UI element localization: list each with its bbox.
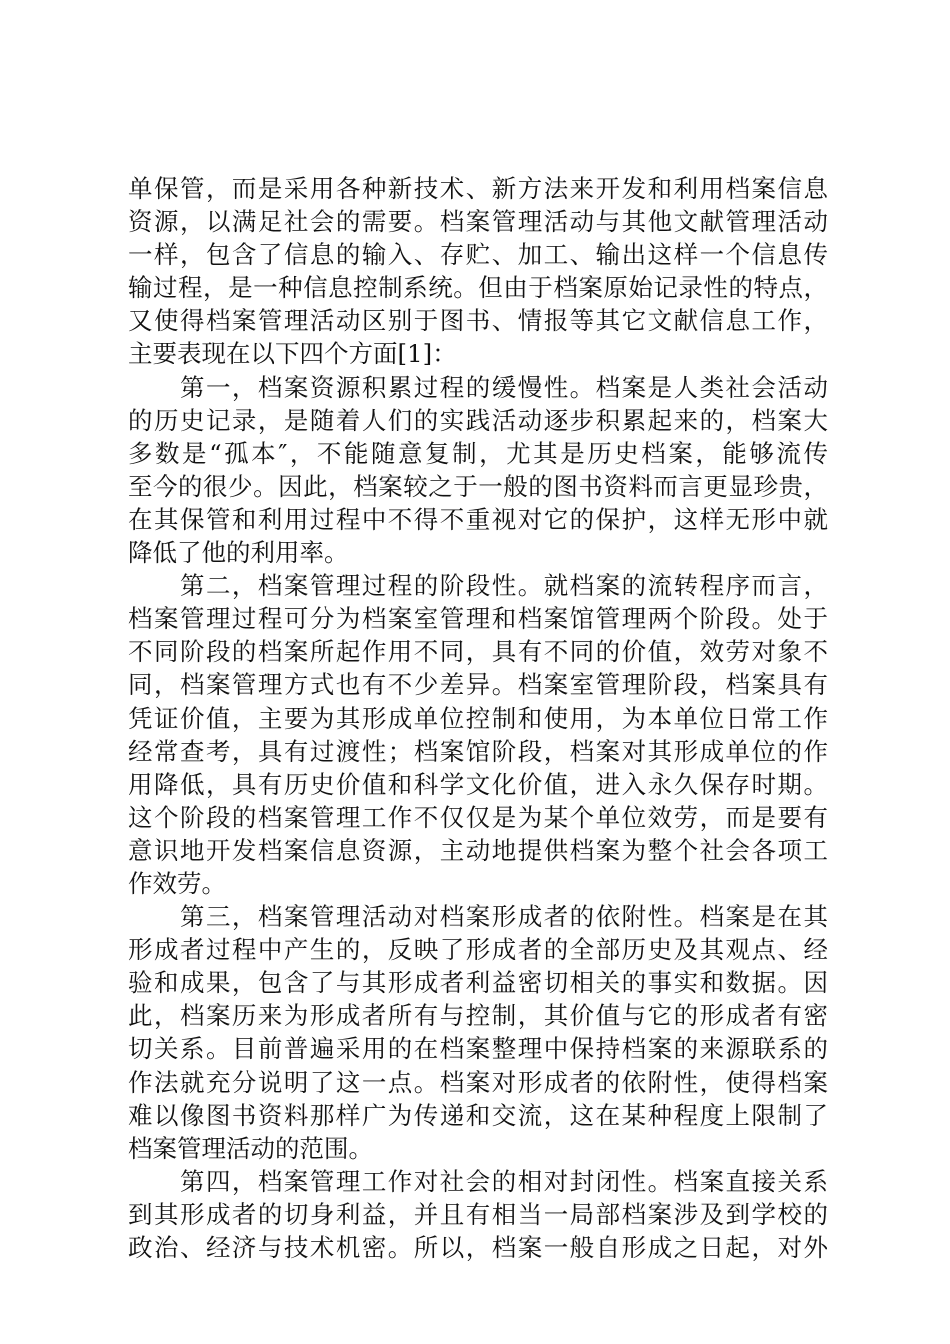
text-line: 作效劳。	[128, 868, 226, 898]
text-line: 同，档案管理方式也有不少差异。档案室管理阶段，档案具有	[128, 670, 828, 700]
paragraph-fourth	[128, 1165, 828, 1264]
text-line: 多数是“孤本″，不能随意复制，尤其是历史档案，能够流传	[128, 438, 828, 468]
paragraph-first	[128, 371, 828, 570]
text-line: 一样，包含了信息的输入、存贮、加工、输出这样一个信息传	[128, 240, 828, 270]
text-line: 第二，档案管理过程的阶段性。就档案的流转程序而言，	[128, 571, 828, 601]
text-line: 输过程，是一种信息控制系统。但由于档案原始记录性的特点，	[128, 273, 828, 303]
text-line: 经常查考，具有过渡性；档案馆阶段，档案对其形成单位的作	[128, 736, 828, 766]
text-line: 用降低，具有历史价值和科学文化价值，进入永久保存时期。	[128, 769, 828, 799]
paragraph-second	[128, 569, 828, 900]
text-line: 不同阶段的档案所起作用不同，具有不同的价值，效劳对象不	[128, 637, 828, 667]
text-line: 意识地开发档案信息资源，主动地提供档案为整个社会各项工	[128, 835, 828, 865]
text-line: 形成者过程中产生的，反映了形成者的全部历史及其观点、经	[128, 935, 828, 965]
text-line: 凭证价值，主要为其形成单位控制和使用，为本单位日常工作	[128, 703, 828, 733]
text-line: 的历史记录，是随着人们的实践活动逐步积累起来的，档案大	[128, 405, 828, 435]
text-line: 单保管，而是采用各种新技术、新方法来开发和利用档案信息	[128, 174, 828, 203]
text-line: 作法就充分说明了这一点。档案对形成者的依附性，使得档案	[128, 1067, 828, 1097]
text-line: 政治、经济与技术机密。所以，档案一般自形成之日起，对外	[128, 1233, 828, 1262]
text-line: 至今的很少。因此，档案较之于一般的图书资料而言更显珍贵，	[128, 471, 828, 501]
text-line: 第一，档案资源积累过程的缓慢性。档案是人类社会活动	[128, 372, 828, 402]
text-line: 又使得档案管理活动区别于图书、情报等其它文献信息工作，	[128, 306, 828, 336]
text-line: 难以像图书资料那样广为传递和交流，这在某种程度上限制了	[128, 1100, 828, 1130]
text-line: 档案管理过程可分为档案室管理和档案馆管理两个阶段。处于	[128, 604, 828, 634]
text-line: 降低了他的利用率。	[128, 538, 349, 568]
text-line: 第三，档案管理活动对档案形成者的依附性。档案是在其	[128, 902, 828, 932]
text-line: 验和成果，包含了与其形成者利益密切相关的事实和数据。因	[128, 968, 828, 998]
paragraph-intro	[128, 172, 828, 371]
text-line: 资源，以满足社会的需要。档案管理活动与其他文献管理活动	[128, 207, 828, 237]
text-line: 切关系。目前普遍采用的在档案整理中保持档案的来源联系的	[128, 1034, 828, 1064]
text-line: 这个阶段的档案管理工作不仅仅是为某个单位效劳，而是要有	[128, 802, 828, 832]
text-line: 此，档案历来为形成者所有与控制，其价值与它的形成者有密	[128, 1001, 828, 1031]
text-line: 第四，档案管理工作对社会的相对封闭性。档案直接关系	[128, 1166, 828, 1196]
text-line: 主要表现在以下四个方面[1]：	[128, 339, 457, 369]
document-body	[128, 172, 828, 1264]
paragraph-third	[128, 900, 828, 1165]
text-line: 在其保管和利用过程中不得不重视对它的保护，这样无形中就	[128, 504, 828, 534]
text-line: 到其形成者的切身利益，并且有相当一局部档案涉及到学校的	[128, 1199, 828, 1229]
text-line: 档案管理活动的范围。	[128, 1133, 373, 1163]
